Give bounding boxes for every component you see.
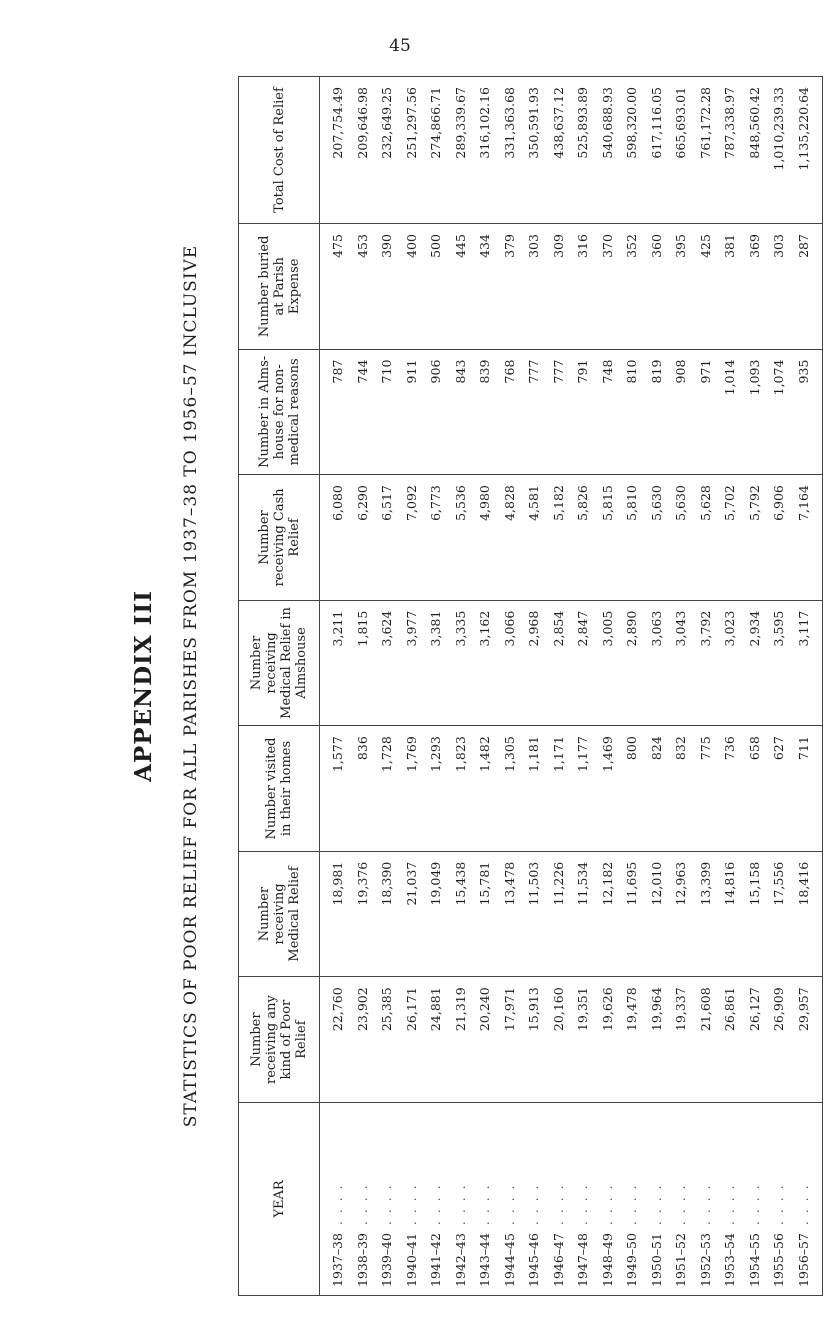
cell-medical-relief: 18,981 bbox=[320, 851, 351, 977]
cell-visited-homes: 1,577 bbox=[320, 726, 351, 852]
cell-almshouse-non-medical: 710 bbox=[375, 349, 400, 475]
heading bbox=[130, 76, 202, 1296]
table-row bbox=[547, 77, 572, 1296]
cell-cash-relief: 6,517 bbox=[375, 475, 400, 601]
leader-dots: . . . . bbox=[599, 1185, 615, 1234]
cell-total-cost: 787,338.97 bbox=[718, 77, 743, 224]
cell-cash-relief: 5,815 bbox=[596, 475, 621, 601]
cell-any-relief: 23,902 bbox=[351, 977, 376, 1103]
cell-almshouse-medical: 3,063 bbox=[645, 600, 670, 726]
cell-total-cost: 232,649.25 bbox=[375, 77, 400, 224]
cell-visited-homes: 1,823 bbox=[449, 726, 474, 852]
cell-any-relief: 24,881 bbox=[424, 977, 449, 1103]
leader-dots: . . . . bbox=[746, 1185, 762, 1234]
cell-buried: 370 bbox=[596, 224, 621, 350]
cell-visited-homes: 711 bbox=[792, 726, 823, 852]
cell-visited-homes: 1,293 bbox=[424, 726, 449, 852]
cell-buried: 287 bbox=[792, 224, 823, 350]
cell-any-relief: 29,957 bbox=[792, 977, 823, 1103]
cell-year bbox=[498, 1102, 523, 1295]
cell-almshouse-non-medical: 810 bbox=[620, 349, 645, 475]
year-label: 1947–48 bbox=[575, 1233, 590, 1287]
cell-total-cost: 598,320.00 bbox=[620, 77, 645, 224]
cell-almshouse-non-medical: 1,074 bbox=[767, 349, 792, 475]
cell-total-cost: 331,363.68 bbox=[498, 77, 523, 224]
cell-medical-relief: 18,416 bbox=[792, 851, 823, 977]
leader-dots: . . . . bbox=[648, 1185, 664, 1234]
cell-almshouse-medical: 2,847 bbox=[571, 600, 596, 726]
cell-total-cost: 1,135,220.64 bbox=[792, 77, 823, 224]
cell-buried: 303 bbox=[522, 224, 547, 350]
cell-cash-relief: 5,630 bbox=[645, 475, 670, 601]
cell-buried: 369 bbox=[743, 224, 768, 350]
cell-medical-relief: 11,226 bbox=[547, 851, 572, 977]
table-row bbox=[694, 77, 719, 1296]
cell-almshouse-medical: 3,043 bbox=[669, 600, 694, 726]
cell-buried: 445 bbox=[449, 224, 474, 350]
cell-visited-homes: 1,177 bbox=[571, 726, 596, 852]
table-row bbox=[718, 77, 743, 1296]
cell-buried: 390 bbox=[375, 224, 400, 350]
table-row bbox=[669, 77, 694, 1296]
header-any-relief: Number receiving any kind of Poor Relief bbox=[239, 977, 320, 1103]
leader-dots: . . . . bbox=[354, 1185, 370, 1234]
appendix-title: APPENDIX III bbox=[130, 590, 157, 782]
cell-year bbox=[522, 1102, 547, 1295]
cell-almshouse-non-medical: 777 bbox=[522, 349, 547, 475]
cell-visited-homes: 1,305 bbox=[498, 726, 523, 852]
cell-total-cost: 350,591.93 bbox=[522, 77, 547, 224]
leader-dots: . . . . bbox=[795, 1185, 811, 1234]
cell-year bbox=[473, 1102, 498, 1295]
year-label: 1950–51 bbox=[648, 1233, 664, 1287]
table-row bbox=[400, 77, 425, 1296]
cell-visited-homes: 824 bbox=[645, 726, 670, 852]
cell-almshouse-medical: 1,815 bbox=[351, 600, 376, 726]
leader-dots: . . . . bbox=[624, 1185, 639, 1234]
cell-almshouse-non-medical: 1,014 bbox=[718, 349, 743, 475]
leader-dots: . . . . bbox=[403, 1185, 419, 1234]
cell-almshouse-non-medical: 906 bbox=[424, 349, 449, 475]
cell-visited-homes: 836 bbox=[351, 726, 376, 852]
cell-year bbox=[669, 1102, 694, 1295]
cell-visited-homes: 800 bbox=[620, 726, 645, 852]
cell-buried: 425 bbox=[694, 224, 719, 350]
cell-any-relief: 20,240 bbox=[473, 977, 498, 1103]
header-total-cost: Total Cost of Relief bbox=[239, 77, 320, 224]
cell-visited-homes: 658 bbox=[743, 726, 768, 852]
cell-buried: 453 bbox=[351, 224, 376, 350]
cell-cash-relief: 5,702 bbox=[718, 475, 743, 601]
cell-year bbox=[375, 1102, 400, 1295]
cell-medical-relief: 13,399 bbox=[694, 851, 719, 977]
leader-dots: . . . . bbox=[330, 1185, 345, 1234]
leader-dots: . . . . bbox=[771, 1185, 786, 1234]
cell-buried: 400 bbox=[400, 224, 425, 350]
cell-any-relief: 17,971 bbox=[498, 977, 523, 1103]
cell-almshouse-medical: 2,968 bbox=[522, 600, 547, 726]
cell-total-cost: 209,646.98 bbox=[351, 77, 376, 224]
cell-any-relief: 26,171 bbox=[400, 977, 425, 1103]
cell-medical-relief: 12,010 bbox=[645, 851, 670, 977]
cell-medical-relief: 11,534 bbox=[571, 851, 596, 977]
cell-year bbox=[718, 1102, 743, 1295]
year-label: 1944–45 bbox=[501, 1233, 517, 1287]
table-row bbox=[473, 77, 498, 1296]
cell-visited-homes: 1,482 bbox=[473, 726, 498, 852]
cell-almshouse-medical: 3,211 bbox=[320, 600, 351, 726]
cell-buried: 395 bbox=[669, 224, 694, 350]
header-medical-relief: Number receiving Medical Relief bbox=[239, 851, 320, 977]
year-label: 1938–39 bbox=[354, 1233, 370, 1287]
leader-dots: . . . . bbox=[550, 1185, 566, 1234]
cell-medical-relief: 11,695 bbox=[620, 851, 645, 977]
cell-year bbox=[767, 1102, 792, 1295]
table-row bbox=[792, 77, 823, 1296]
cell-visited-homes: 1,171 bbox=[547, 726, 572, 852]
cell-cash-relief: 5,536 bbox=[449, 475, 474, 601]
table-row bbox=[767, 77, 792, 1296]
cell-almshouse-medical: 3,162 bbox=[473, 600, 498, 726]
leader-dots: . . . . bbox=[428, 1185, 443, 1234]
cell-cash-relief: 4,980 bbox=[473, 475, 498, 601]
header-visited-homes: Number visited in their homes bbox=[239, 726, 320, 852]
cell-year bbox=[351, 1102, 376, 1295]
header-almshouse-medical: Number receiving Medical Relief in Almshouse bbox=[239, 600, 320, 726]
cell-cash-relief: 6,906 bbox=[767, 475, 792, 601]
cell-any-relief: 25,385 bbox=[375, 977, 400, 1103]
cell-total-cost: 274,866.71 bbox=[424, 77, 449, 224]
cell-almshouse-non-medical: 839 bbox=[473, 349, 498, 475]
cell-year bbox=[620, 1102, 645, 1295]
cell-medical-relief: 15,781 bbox=[473, 851, 498, 977]
poor-relief-statistics-table bbox=[238, 76, 823, 1296]
leader-dots: . . . . bbox=[526, 1185, 541, 1234]
cell-almshouse-non-medical: 819 bbox=[645, 349, 670, 475]
cell-visited-homes: 627 bbox=[767, 726, 792, 852]
year-label: 1949–50 bbox=[624, 1233, 639, 1287]
cell-almshouse-non-medical: 971 bbox=[694, 349, 719, 475]
year-label: 1946–47 bbox=[550, 1233, 566, 1287]
cell-visited-homes: 736 bbox=[718, 726, 743, 852]
table-row bbox=[522, 77, 547, 1296]
cell-any-relief: 26,127 bbox=[743, 977, 768, 1103]
cell-total-cost: 761,172.28 bbox=[694, 77, 719, 224]
year-label: 1937–38 bbox=[330, 1233, 345, 1287]
cell-almshouse-medical: 3,335 bbox=[449, 600, 474, 726]
cell-medical-relief: 14,816 bbox=[718, 851, 743, 977]
cell-buried: 379 bbox=[498, 224, 523, 350]
cell-medical-relief: 18,390 bbox=[375, 851, 400, 977]
year-label: 1954–55 bbox=[746, 1233, 762, 1287]
cell-almshouse-medical: 3,977 bbox=[400, 600, 425, 726]
cell-total-cost: 207,754.49 bbox=[320, 77, 351, 224]
table-row bbox=[498, 77, 523, 1296]
cell-medical-relief: 15,158 bbox=[743, 851, 768, 977]
cell-medical-relief: 15,438 bbox=[449, 851, 474, 977]
header-year: YEAR bbox=[239, 1102, 320, 1295]
cell-any-relief: 21,319 bbox=[449, 977, 474, 1103]
table-row bbox=[375, 77, 400, 1296]
leader-dots: . . . . bbox=[452, 1185, 468, 1234]
cell-almshouse-non-medical: 935 bbox=[792, 349, 823, 475]
header-buried: Number buried at Parish Expense bbox=[239, 224, 320, 350]
header-almshouse-non-medical: Number in Alms-house for non-medical reasons bbox=[239, 349, 320, 475]
cell-year bbox=[792, 1102, 823, 1295]
table-row bbox=[743, 77, 768, 1296]
cell-visited-homes: 1,728 bbox=[375, 726, 400, 852]
cell-cash-relief: 7,092 bbox=[400, 475, 425, 601]
cell-cash-relief: 5,826 bbox=[571, 475, 596, 601]
table-row bbox=[320, 77, 351, 1296]
cell-cash-relief: 5,810 bbox=[620, 475, 645, 601]
leader-dots: . . . . bbox=[477, 1185, 492, 1234]
table-row bbox=[424, 77, 449, 1296]
cell-visited-homes: 1,769 bbox=[400, 726, 425, 852]
cell-any-relief: 26,909 bbox=[767, 977, 792, 1103]
cell-year bbox=[571, 1102, 596, 1295]
cell-buried: 303 bbox=[767, 224, 792, 350]
header-cash-relief: Number receiving Cash Relief bbox=[239, 475, 320, 601]
cell-medical-relief: 12,182 bbox=[596, 851, 621, 977]
cell-medical-relief: 21,037 bbox=[400, 851, 425, 977]
year-label: 1941–42 bbox=[428, 1233, 443, 1287]
table-body bbox=[320, 77, 823, 1296]
cell-almshouse-medical: 2,890 bbox=[620, 600, 645, 726]
cell-any-relief: 15,913 bbox=[522, 977, 547, 1103]
cell-year bbox=[743, 1102, 768, 1295]
leader-dots: . . . . bbox=[575, 1185, 590, 1234]
cell-almshouse-non-medical: 768 bbox=[498, 349, 523, 475]
cell-any-relief: 21,608 bbox=[694, 977, 719, 1103]
table-row bbox=[620, 77, 645, 1296]
cell-cash-relief: 5,182 bbox=[547, 475, 572, 601]
cell-total-cost: 540,688.93 bbox=[596, 77, 621, 224]
table-row bbox=[571, 77, 596, 1296]
cell-medical-relief: 17,556 bbox=[767, 851, 792, 977]
cell-buried: 360 bbox=[645, 224, 670, 350]
cell-cash-relief: 6,080 bbox=[320, 475, 351, 601]
cell-buried: 309 bbox=[547, 224, 572, 350]
cell-total-cost: 438,637.12 bbox=[547, 77, 572, 224]
cell-almshouse-non-medical: 1,093 bbox=[743, 349, 768, 475]
cell-almshouse-medical: 3,005 bbox=[596, 600, 621, 726]
cell-cash-relief: 6,773 bbox=[424, 475, 449, 601]
cell-almshouse-medical: 2,934 bbox=[743, 600, 768, 726]
cell-total-cost: 251,297.56 bbox=[400, 77, 425, 224]
cell-cash-relief: 4,828 bbox=[498, 475, 523, 601]
cell-year bbox=[449, 1102, 474, 1295]
year-label: 1945–46 bbox=[526, 1233, 541, 1287]
cell-total-cost: 617,116.05 bbox=[645, 77, 670, 224]
leader-dots: . . . . bbox=[379, 1185, 394, 1234]
cell-any-relief: 19,626 bbox=[596, 977, 621, 1103]
cell-any-relief: 22,760 bbox=[320, 977, 351, 1103]
cell-visited-homes: 1,469 bbox=[596, 726, 621, 852]
cell-almshouse-non-medical: 777 bbox=[547, 349, 572, 475]
cell-cash-relief: 7,164 bbox=[792, 475, 823, 601]
leader-dots: . . . . bbox=[501, 1185, 517, 1234]
page-number: 45 bbox=[389, 36, 411, 56]
year-label: 1956–57 bbox=[795, 1233, 811, 1287]
cell-almshouse-non-medical: 744 bbox=[351, 349, 376, 475]
leader-dots: . . . . bbox=[673, 1185, 688, 1234]
cell-almshouse-medical: 3,117 bbox=[792, 600, 823, 726]
table-row bbox=[351, 77, 376, 1296]
cell-cash-relief: 4,581 bbox=[522, 475, 547, 601]
cell-medical-relief: 19,049 bbox=[424, 851, 449, 977]
cell-year bbox=[400, 1102, 425, 1295]
year-label: 1948–49 bbox=[599, 1233, 615, 1287]
cell-cash-relief: 6,290 bbox=[351, 475, 376, 601]
cell-buried: 381 bbox=[718, 224, 743, 350]
cell-buried: 434 bbox=[473, 224, 498, 350]
table-header-row bbox=[239, 77, 320, 1296]
year-label: 1939–40 bbox=[379, 1233, 394, 1287]
cell-total-cost: 316,102.16 bbox=[473, 77, 498, 224]
cell-year bbox=[596, 1102, 621, 1295]
cell-visited-homes: 832 bbox=[669, 726, 694, 852]
cell-year bbox=[547, 1102, 572, 1295]
cell-total-cost: 665,693.01 bbox=[669, 77, 694, 224]
rotated-landscape-page bbox=[130, 76, 830, 1296]
leader-dots: . . . . bbox=[722, 1185, 737, 1234]
cell-any-relief: 19,964 bbox=[645, 977, 670, 1103]
cell-total-cost: 289,339.67 bbox=[449, 77, 474, 224]
year-label: 1953–54 bbox=[722, 1233, 737, 1287]
cell-visited-homes: 775 bbox=[694, 726, 719, 852]
cell-almshouse-medical: 3,023 bbox=[718, 600, 743, 726]
cell-almshouse-non-medical: 748 bbox=[596, 349, 621, 475]
cell-medical-relief: 19,376 bbox=[351, 851, 376, 977]
cell-medical-relief: 11,503 bbox=[522, 851, 547, 977]
cell-year bbox=[694, 1102, 719, 1295]
cell-year bbox=[320, 1102, 351, 1295]
year-label: 1955–56 bbox=[771, 1233, 786, 1287]
leader-dots: . . . . bbox=[697, 1185, 713, 1234]
cell-almshouse-non-medical: 908 bbox=[669, 349, 694, 475]
year-label: 1951–52 bbox=[673, 1233, 688, 1287]
table-row bbox=[645, 77, 670, 1296]
cell-medical-relief: 13,478 bbox=[498, 851, 523, 977]
cell-almshouse-medical: 3,624 bbox=[375, 600, 400, 726]
cell-any-relief: 19,351 bbox=[571, 977, 596, 1103]
cell-visited-homes: 1,181 bbox=[522, 726, 547, 852]
cell-almshouse-non-medical: 787 bbox=[320, 349, 351, 475]
cell-almshouse-medical: 2,854 bbox=[547, 600, 572, 726]
cell-cash-relief: 5,792 bbox=[743, 475, 768, 601]
year-label: 1942–43 bbox=[452, 1233, 468, 1287]
cell-almshouse-medical: 3,595 bbox=[767, 600, 792, 726]
cell-almshouse-medical: 3,066 bbox=[498, 600, 523, 726]
cell-almshouse-medical: 3,792 bbox=[694, 600, 719, 726]
year-label: 1943–44 bbox=[477, 1233, 492, 1287]
cell-almshouse-non-medical: 791 bbox=[571, 349, 596, 475]
cell-total-cost: 848,560.42 bbox=[743, 77, 768, 224]
cell-total-cost: 525,893.89 bbox=[571, 77, 596, 224]
table-row bbox=[449, 77, 474, 1296]
cell-year bbox=[424, 1102, 449, 1295]
cell-buried: 352 bbox=[620, 224, 645, 350]
cell-any-relief: 20,160 bbox=[547, 977, 572, 1103]
cell-buried: 475 bbox=[320, 224, 351, 350]
cell-almshouse-non-medical: 911 bbox=[400, 349, 425, 475]
cell-cash-relief: 5,628 bbox=[694, 475, 719, 601]
cell-buried: 316 bbox=[571, 224, 596, 350]
cell-buried: 500 bbox=[424, 224, 449, 350]
cell-year bbox=[645, 1102, 670, 1295]
cell-medical-relief: 12,963 bbox=[669, 851, 694, 977]
cell-almshouse-medical: 3,381 bbox=[424, 600, 449, 726]
cell-any-relief: 26,861 bbox=[718, 977, 743, 1103]
cell-total-cost: 1,010,239.33 bbox=[767, 77, 792, 224]
cell-cash-relief: 5,630 bbox=[669, 475, 694, 601]
year-label: 1952–53 bbox=[697, 1233, 713, 1287]
cell-any-relief: 19,478 bbox=[620, 977, 645, 1103]
table-title: STATISTICS OF POOR RELIEF FOR ALL PARISHES FROM 1937–38 TO 1956–57 INCLUSIVE bbox=[181, 244, 201, 1128]
cell-any-relief: 19,337 bbox=[669, 977, 694, 1103]
year-label: 1940–41 bbox=[403, 1233, 419, 1287]
table-row bbox=[596, 77, 621, 1296]
cell-almshouse-non-medical: 843 bbox=[449, 349, 474, 475]
